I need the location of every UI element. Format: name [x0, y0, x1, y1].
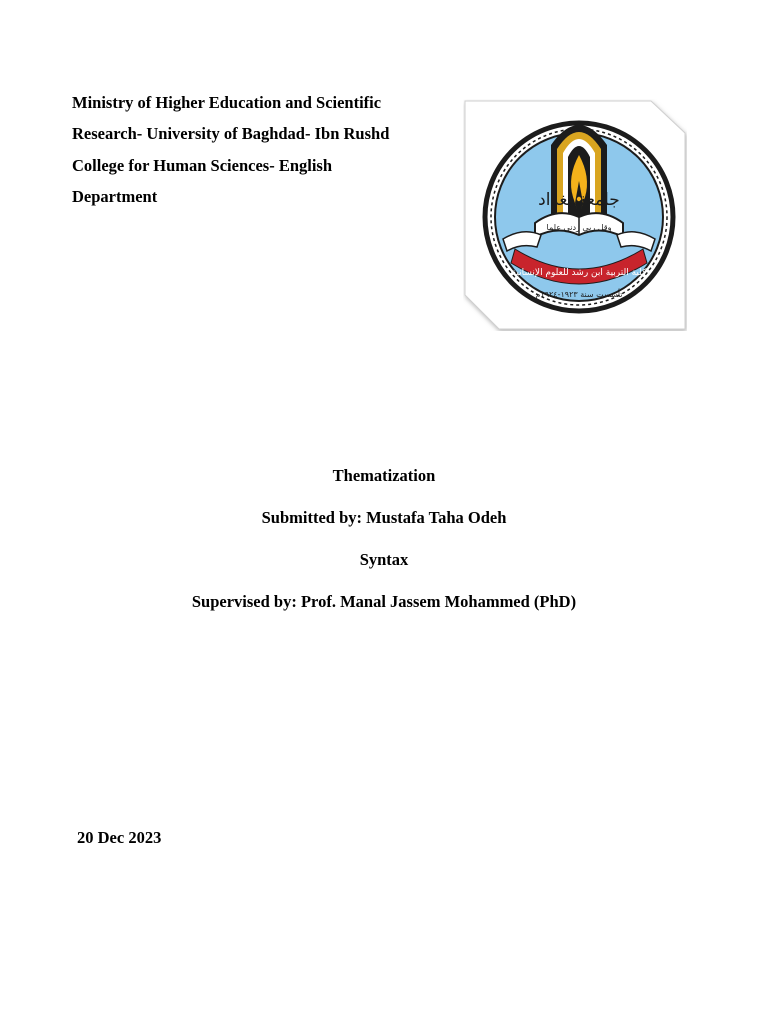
submitted-by: Submitted by: Mustafa Taha Odeh	[261, 508, 507, 527]
header-line: Research- University of Baghdad- Ibn Rushd	[72, 124, 390, 144]
seal-book-text: وقل ربي زدني علما	[546, 223, 612, 232]
submission-date: 20 Dec 2023	[77, 828, 162, 847]
header-line: Department	[72, 186, 158, 206]
seal-bottom-text: تأسست سنة ١٩٢٣-١٩٢٤م	[535, 290, 623, 299]
university-seal-icon	[463, 99, 687, 331]
header-line: College for Human Sciences- English	[72, 155, 333, 175]
seal-ribbon-text: كلية التربية ابن رشد للعلوم الإنسانية	[511, 268, 647, 278]
university-logo	[463, 99, 687, 331]
institution-header	[72, 87, 442, 212]
document-title: Thematization	[332, 466, 436, 485]
course-name: Syntax	[359, 550, 409, 569]
supervised-by: Supervised by: Prof. Manal Jassem Mohammed (PhD)	[191, 592, 577, 611]
header-line: Ministry of Higher Education and Scientific	[72, 93, 382, 112]
seal-top-text: جامعة بغداد	[538, 190, 620, 210]
